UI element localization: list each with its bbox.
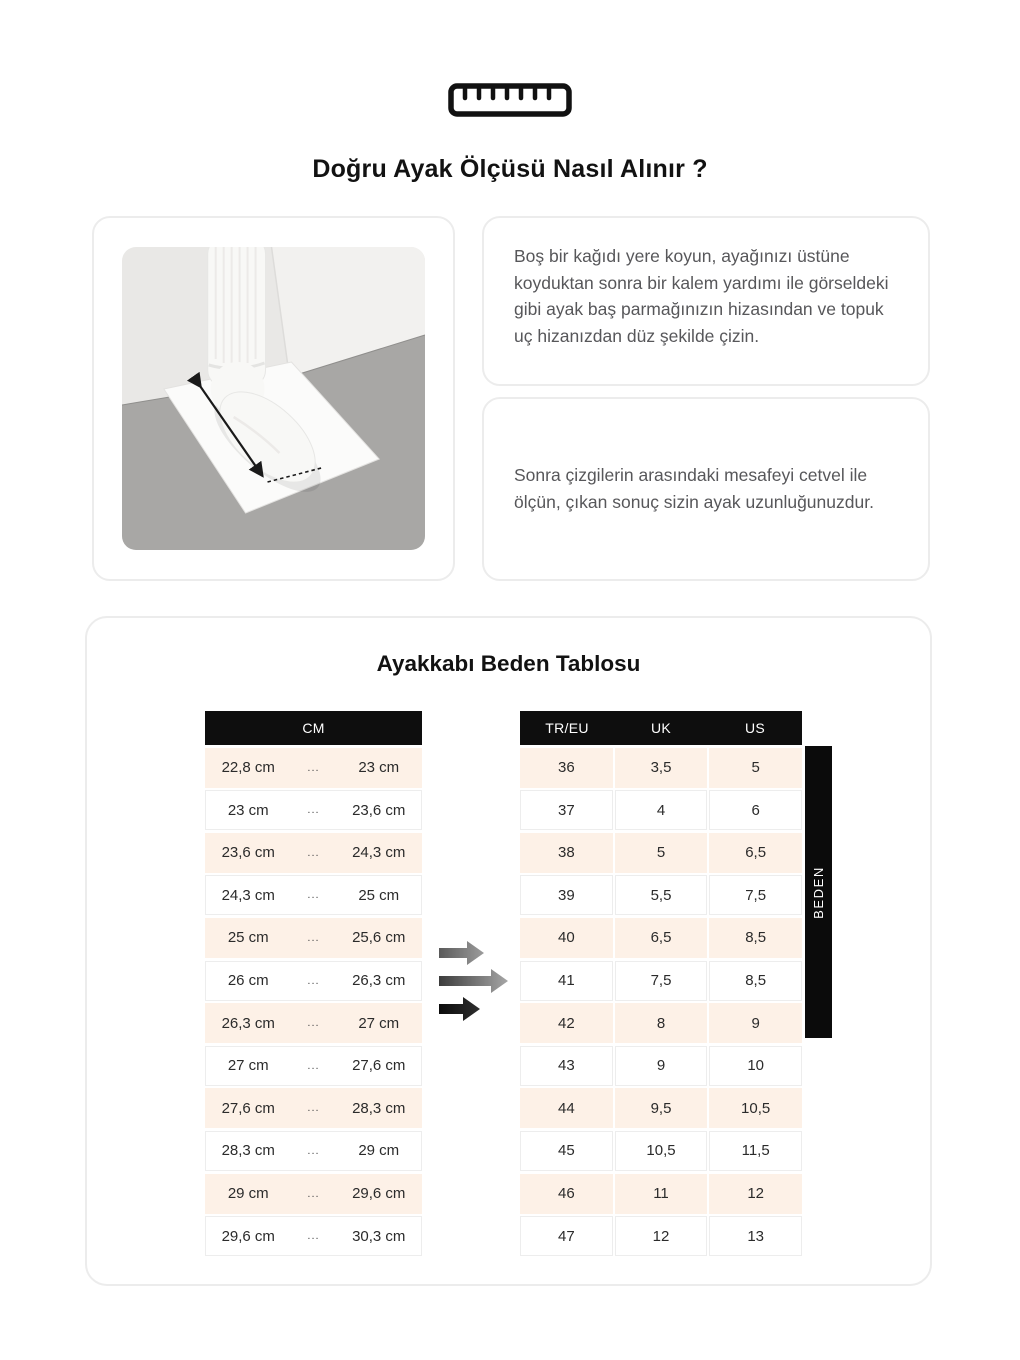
cm-value: 26,3 cm <box>352 972 406 990</box>
size-cell: 12 <box>709 1174 802 1214</box>
instruction-text-2: Sonra çizgilerin arasındaki mesafeyi cetvel ile ölçün, çıkan sonuç sizin ayak uzunluğunuzdur. <box>514 465 874 512</box>
cm-value: 24,3 cm <box>352 844 406 862</box>
cm-table-row <box>205 1003 422 1043</box>
instruction-card-1 <box>482 216 930 386</box>
cm-table-row <box>205 1131 422 1171</box>
intl-table-header <box>520 711 802 745</box>
size-cell: 10 <box>709 1046 802 1086</box>
cm-table-row <box>205 1216 422 1256</box>
cm-value: 27,6 cm <box>352 1057 406 1075</box>
cm-value: 29 cm <box>227 1185 269 1203</box>
cm-value: 29 cm <box>358 1142 400 1160</box>
foot-on-paper-illustration <box>122 247 425 550</box>
cm-separator: ... <box>307 1230 320 1243</box>
size-cell: 43 <box>520 1046 613 1086</box>
cm-table-body <box>205 748 422 1257</box>
cm-value: 30,3 cm <box>352 1227 406 1245</box>
size-cell: 47 <box>520 1216 613 1256</box>
size-cell: 5,5 <box>615 875 708 915</box>
beden-label: BEDEN <box>811 865 827 919</box>
cm-value: 26,3 cm <box>221 1014 275 1032</box>
size-cell: 9,5 <box>615 1088 708 1128</box>
cm-table-row <box>205 875 422 915</box>
size-table-card <box>85 616 932 1286</box>
cm-table-row <box>205 1088 422 1128</box>
cm-value: 29,6 cm <box>352 1185 406 1203</box>
ruler-icon-wrap <box>0 0 1020 118</box>
size-cell: 42 <box>520 1003 613 1043</box>
intl-table-row <box>520 1216 802 1256</box>
size-table-title: Ayakkabı Beden Tablosu <box>376 651 641 676</box>
cm-value: 27 cm <box>227 1057 269 1075</box>
measurement-photo-card <box>92 216 455 581</box>
size-cell: 38 <box>520 833 613 873</box>
size-cell: 40 <box>520 918 613 958</box>
intl-table-row <box>520 833 802 873</box>
cm-value: 25,6 cm <box>352 929 406 947</box>
cm-value: 23,6 cm <box>221 844 275 862</box>
cm-separator: ... <box>307 1059 320 1072</box>
size-cell: 8,5 <box>709 918 802 958</box>
cm-separator: ... <box>307 1102 320 1115</box>
size-cell: 41 <box>520 961 613 1001</box>
intl-table-body <box>520 748 802 1257</box>
cm-separator: ... <box>307 761 320 774</box>
size-cell: 10,5 <box>709 1088 802 1128</box>
cm-table-row <box>205 748 422 788</box>
intl-size-table <box>520 711 802 1256</box>
cm-value: 24,3 cm <box>221 886 275 904</box>
cm-separator: ... <box>307 1017 320 1030</box>
instruction-text-1: Boş bir kağıdı yere koyun, ayağınızı üstüne koyduktan sonra bir kalem yardımı ile görseldeki gibi ayak baş parmağınızın hizasından ve topuk uç hizanızdan düz şekilde çizin. <box>514 246 889 346</box>
cm-table-row <box>205 790 422 830</box>
size-cell: 11 <box>615 1174 708 1214</box>
size-cell: 11,5 <box>709 1131 802 1171</box>
size-cell: 9 <box>615 1046 708 1086</box>
intl-table-row <box>520 1046 802 1086</box>
cm-value: 28,3 cm <box>221 1142 275 1160</box>
intl-table-row <box>520 961 802 1001</box>
cm-value: 29,6 cm <box>221 1227 275 1245</box>
size-cell: 37 <box>520 790 613 830</box>
size-cell: 44 <box>520 1088 613 1128</box>
size-cell: 10,5 <box>615 1131 708 1171</box>
intl-table-row <box>520 875 802 915</box>
cm-value: 23,6 cm <box>352 801 406 819</box>
size-cell: 12 <box>615 1216 708 1256</box>
size-cell: 9 <box>709 1003 802 1043</box>
size-cell: 4 <box>615 790 708 830</box>
cm-value: 22,8 cm <box>221 759 275 777</box>
cm-separator: ... <box>307 1144 320 1157</box>
cm-table-row <box>205 918 422 958</box>
cm-value: 23 cm <box>227 801 269 819</box>
cm-separator: ... <box>307 1187 320 1200</box>
cm-value: 23 cm <box>358 759 400 777</box>
cm-table-row <box>205 1046 422 1086</box>
size-cell: 7,5 <box>615 961 708 1001</box>
size-cell: 46 <box>520 1174 613 1214</box>
foot-measurement-photo <box>122 247 425 550</box>
cm-value: 25 cm <box>358 886 400 904</box>
instructions-section <box>92 216 930 581</box>
col-header-us: US <box>744 720 766 736</box>
intl-table-row <box>520 1174 802 1214</box>
intl-table-row <box>520 1003 802 1043</box>
cm-header-label: CM <box>302 720 325 736</box>
cm-value: 26 cm <box>227 972 269 990</box>
size-cell: 6,5 <box>615 918 708 958</box>
cm-table-row <box>205 961 422 1001</box>
size-cell: 8,5 <box>709 961 802 1001</box>
cm-separator: ... <box>307 889 320 902</box>
col-header-uk: UK <box>650 720 672 736</box>
intl-table-row <box>520 790 802 830</box>
instruction-cards <box>482 216 930 581</box>
size-cell: 3,5 <box>615 748 708 788</box>
size-cell: 5 <box>709 748 802 788</box>
cm-table <box>205 711 422 1256</box>
col-header-tr-eu: TR/EU <box>545 720 589 736</box>
intl-table-row <box>520 918 802 958</box>
cm-separator: ... <box>307 931 320 944</box>
conversion-arrows <box>437 938 517 1024</box>
cm-table-row <box>205 1174 422 1214</box>
intl-table-row <box>520 1088 802 1128</box>
cm-separator: ... <box>307 804 320 817</box>
size-cell: 36 <box>520 748 613 788</box>
size-cell: 13 <box>709 1216 802 1256</box>
ruler-icon <box>448 82 572 118</box>
size-cell: 8 <box>615 1003 708 1043</box>
size-cell: 7,5 <box>709 875 802 915</box>
cm-separator: ... <box>307 846 320 859</box>
cm-value: 25 cm <box>227 929 269 947</box>
triple-right-arrows-icon <box>437 938 517 1024</box>
size-cell: 5 <box>615 833 708 873</box>
page-title: Doğru Ayak Ölçüsü Nasıl Alınır ? <box>312 155 708 183</box>
cm-value: 28,3 cm <box>352 1099 406 1117</box>
cm-value: 27 cm <box>358 1014 400 1032</box>
intl-table-row <box>520 1131 802 1171</box>
cm-value: 27,6 cm <box>221 1099 275 1117</box>
cm-table-row <box>205 833 422 873</box>
intl-table-row <box>520 748 802 788</box>
beden-strip <box>805 746 832 1038</box>
cm-table-header <box>205 711 422 745</box>
instruction-card-2 <box>482 397 930 581</box>
size-cell: 6,5 <box>709 833 802 873</box>
cm-separator: ... <box>307 974 320 987</box>
size-cell: 39 <box>520 875 613 915</box>
size-cell: 6 <box>709 790 802 830</box>
size-cell: 45 <box>520 1131 613 1171</box>
